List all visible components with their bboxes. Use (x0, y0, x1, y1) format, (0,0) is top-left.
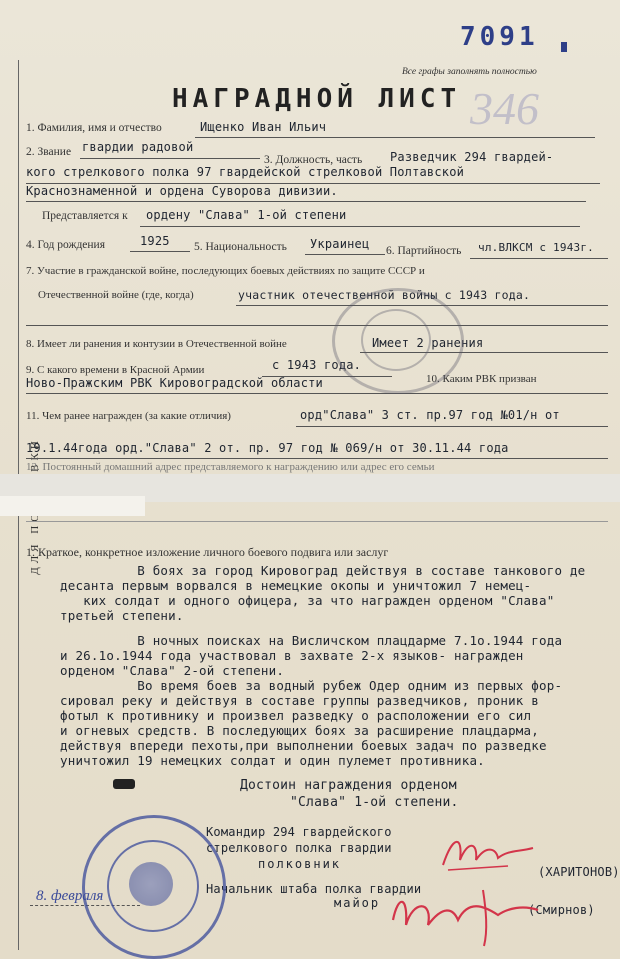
narrative-line: орденом "Слава" 2-ой степени. (60, 663, 285, 678)
field-11-underline-2 (26, 458, 608, 459)
field-7-underline-2 (26, 325, 608, 326)
narrative-line: действуя впереди пехоты,при выполнении боевых задач по разведке (60, 738, 547, 753)
field-9-value: с 1943 года. (272, 358, 362, 372)
representation-label: Представляется к (42, 210, 128, 222)
torn-edge (0, 496, 145, 516)
field-3-value-3: Краснознаменной и ордена Суворова дивизии. (26, 184, 338, 198)
chief-rank: майор (334, 896, 381, 910)
field-9-label: 9. С какого времени в Красной Армии (26, 364, 205, 376)
narrative-line: ких солдат и одного офицера, за что награжден орденом "Слава" (60, 593, 555, 608)
field-5-underline (305, 254, 385, 255)
conclusion-line-1: Достоин награждения орденом (240, 778, 457, 793)
narrative-line: третьей степени. (60, 608, 184, 623)
field-3-underline-3 (26, 201, 586, 202)
field-4-underline (130, 251, 190, 252)
field-6-label: 6. Партийность (386, 245, 462, 257)
field-7-value: участник отечественной войны с 1943 года. (238, 288, 531, 302)
ink-blot (113, 779, 135, 789)
field-11-value-2: 19.1.44года орд."Слава" 2 от. пр. 97 год № 069/н от 30.11.44 года (26, 441, 509, 455)
document-title: НАГРАДНОЙ ЛИСТ (172, 84, 462, 114)
field-4-value: 1925 (140, 234, 170, 248)
field-4-label: 4. Год рождения (26, 239, 105, 251)
binding-line-upper (18, 60, 19, 480)
field-11-label: 11. Чем ранее награжден (за какие отличия) (26, 410, 231, 422)
field-11-underline-1 (296, 426, 608, 427)
field-2-label: 2. Звание (26, 146, 72, 158)
narrative-line: уничтожил 19 немецких солдат и один пулемет противника. (60, 753, 485, 768)
section-1-heading: 1. Краткое, конкретное изложение личного боевого подвига или заслуг (26, 545, 389, 559)
chief-signature (388, 880, 548, 950)
narrative-line: десанта первым ворвался в немецкие окопы и уничтожил 7 немец- (60, 578, 532, 593)
narrative-line: и огневых средств. В последующих боях за расширение плацдарма, (60, 723, 539, 738)
field-3-value-2: кого стрелкового полка 97 гвардейской стрелковой Полтавской (26, 165, 465, 179)
header-note: Все графы заполнять полностью (402, 67, 537, 77)
serial-mark (561, 42, 567, 52)
field-7-label-2: Отечественной войне (где, когда) (38, 289, 194, 301)
handwritten-number: 346 (470, 83, 539, 134)
commander-title-2: стрелкового полка гвардии (206, 841, 392, 855)
field-2-underline (80, 158, 260, 159)
field-5-value: Украинец (310, 237, 370, 251)
field-6-underline (470, 258, 608, 259)
field-6-value: чл.ВЛКСМ с 1943г. (478, 241, 594, 254)
field-10-value: Ново-Пражским РВК Кировоградской области (26, 376, 323, 390)
field-10-underline (26, 393, 608, 394)
narrative-line: сировал реку и действуя в составе группы разведчиков, проник в (60, 693, 539, 708)
field-2-value: гвардии радовой (82, 140, 194, 154)
chief-name: (Смирнов) (528, 903, 595, 917)
field-1-value: Ищенко Иван Ильич (200, 120, 327, 134)
commander-title-1: Командир 294 гвардейского (206, 825, 392, 839)
official-stamp-faded (332, 288, 464, 394)
commander-rank: полковник (258, 857, 342, 871)
narrative (60, 563, 610, 768)
field-8-value: Имеет 2 ранения (372, 336, 484, 350)
narrative-line: Во время боев за водный рубеж Одер одним из первых фор- (60, 678, 563, 693)
official-stamp-large (82, 815, 226, 959)
representation-underline (140, 226, 580, 227)
field-1-label: 1. Фамилия, имя и отчество (26, 122, 162, 134)
chief-title: Начальник штаба полка гвардии (206, 882, 422, 896)
binding-line-lower (18, 500, 19, 950)
conclusion-line-2: "Слава" 1-ой степени. (290, 795, 459, 810)
narrative-line: фотыл к противнику и произвел разведку о расположении его сил (60, 708, 532, 723)
handwritten-date: 8. февраля (36, 888, 104, 904)
field-11-value-1: орд"Слава" 3 ст. пр.97 год №01/н от (300, 408, 560, 422)
field-10-label: 10. Каким РВК призван (426, 373, 537, 385)
representation-value: ордену "Слава" 1-ой степени (146, 208, 347, 222)
narrative-line: В боях за город Кировоград действуя в составе танкового де (60, 563, 586, 578)
commander-signature (438, 830, 538, 880)
commander-name: (ХАРИТОНОВ) (538, 865, 620, 879)
serial-number: 7091 (460, 22, 539, 52)
field-8-label: 8. Имеет ли ранения и контузии в Отечественной войне (26, 338, 287, 350)
field-3-label: 3. Должность, часть (264, 154, 363, 166)
field-12-underline (26, 521, 608, 522)
narrative-line: и 26.1о.1944 года участвовал в захвате 2-х языков- награжден (60, 648, 524, 663)
narrative-line: В ночных поисках на Висличском плацдарме 7.1о.1944 года (60, 633, 563, 648)
field-1-underline (195, 137, 595, 138)
field-12-label: 12. Постоянный домашний адрес представляемого к награждению или адрес его семьи (26, 461, 435, 473)
field-5-label: 5. Национальность (194, 241, 287, 253)
field-3-value-1: Разведчик 294 гвардей- (390, 150, 554, 164)
field-7-label-1: 7. Участие в гражданской войне, последующих боевых действиях по защите СССР и (26, 265, 425, 277)
